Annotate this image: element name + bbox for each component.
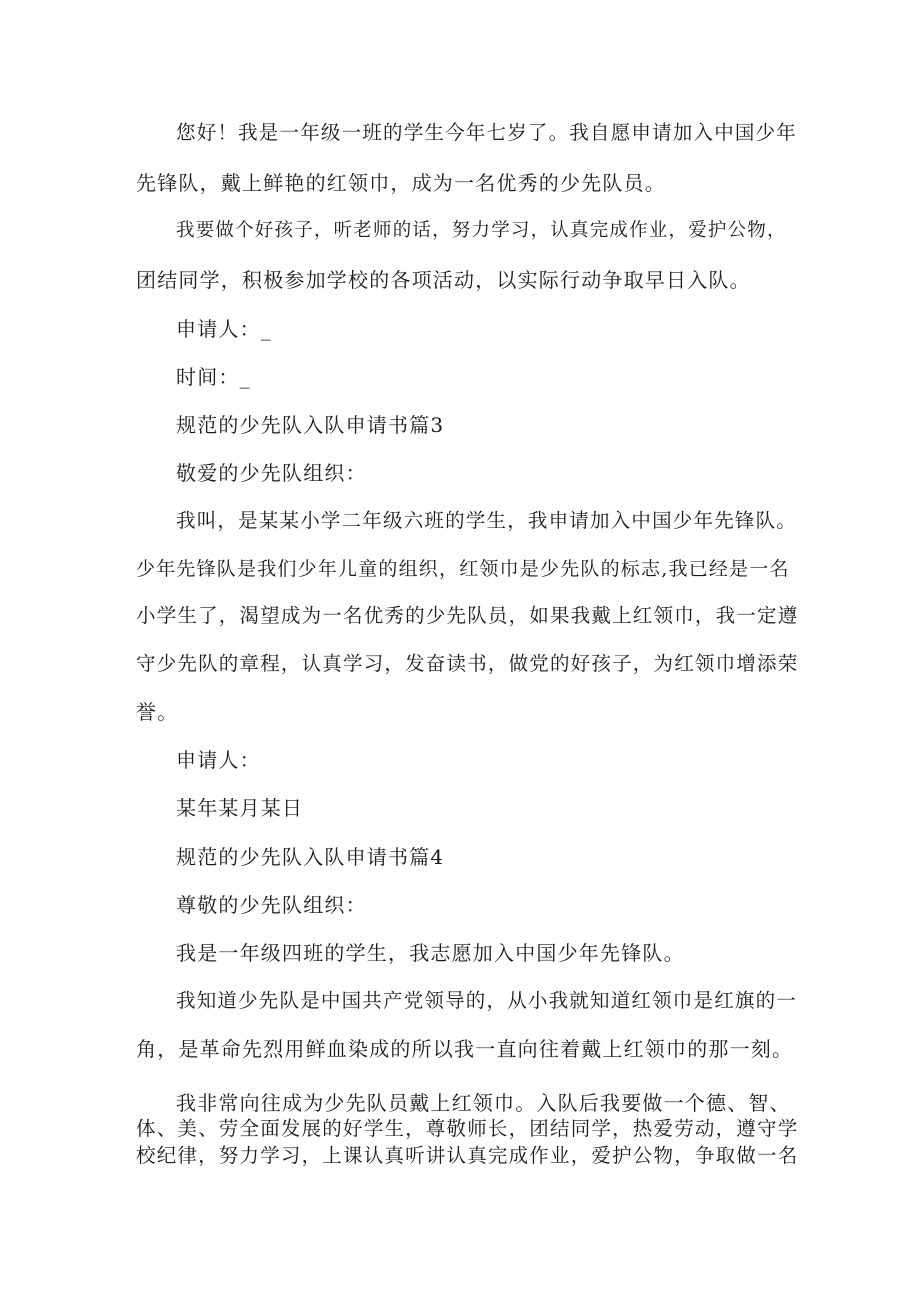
text-line: 我知道少先队是中国共产党领导的，从小我就知道红领巾是红旗的一	[176, 989, 798, 1012]
applicant-signature: 申请人：_	[176, 317, 272, 341]
text-line: 体、美、劳全面发展的好学生，尊敬师长，团结同学，热爱劳动，遵守学	[136, 1117, 799, 1140]
text-line: 我非常向往成为少先队员戴上红领巾。入队后我要做一个德、智、	[176, 1091, 791, 1115]
applicant-signature: 申请人：	[176, 748, 261, 772]
text-line: 我要做个好孩子，听老师的话，努力学习，认真完成作业，爱护公物，	[176, 220, 787, 241]
text-line: 我叫，是某某小学二年级六班的学生，我申请加入中国少年先锋队。	[176, 509, 798, 532]
section-heading: 规范的少先队入队申请书篇4	[176, 845, 445, 869]
date-line: 时间：_	[176, 365, 251, 389]
text-line: 您好！我是一年级一班的学生今年七岁了。我自愿申请加入中国少年	[176, 121, 798, 144]
text-line: 先锋队，戴上鲜艳的红领巾，成为一名优秀的少先队员。	[136, 171, 666, 195]
text-line: 校纪律，努力学习，上课认真听讲认真完成作业，爱护公物，争取做一名	[136, 1144, 799, 1167]
text-line: 誉。	[136, 700, 179, 724]
text-line: 我是一年级四班的学生，我志愿加入中国少年先锋队。	[176, 941, 685, 965]
text-line: 守少先队的章程，认真学习，发奋读书，做党的好孩子，为红领巾增添荣	[136, 652, 799, 675]
text-line: 少年先锋队是我们少年儿童的组织，红领巾是少先队的标志,我已经是一名	[136, 558, 790, 580]
date-line: 某年某月某日	[176, 796, 304, 820]
text-line: 角，是革命先烈用鲜血染成的所以我一直向往着戴上红领巾的那一刻。	[136, 1037, 794, 1061]
text-line: 小学生了，渴望成为一名优秀的少先队员，如果我戴上红领巾，我一定遵	[136, 604, 799, 627]
section-heading: 规范的少先队入队申请书篇3	[176, 413, 445, 437]
text-line: 团结同学，积极参加学校的各项活动，以实际行动争取早日入队。	[136, 268, 751, 292]
salutation: 尊敬的少先队组织：	[176, 893, 367, 917]
salutation: 敬爱的少先队组织：	[176, 461, 367, 485]
